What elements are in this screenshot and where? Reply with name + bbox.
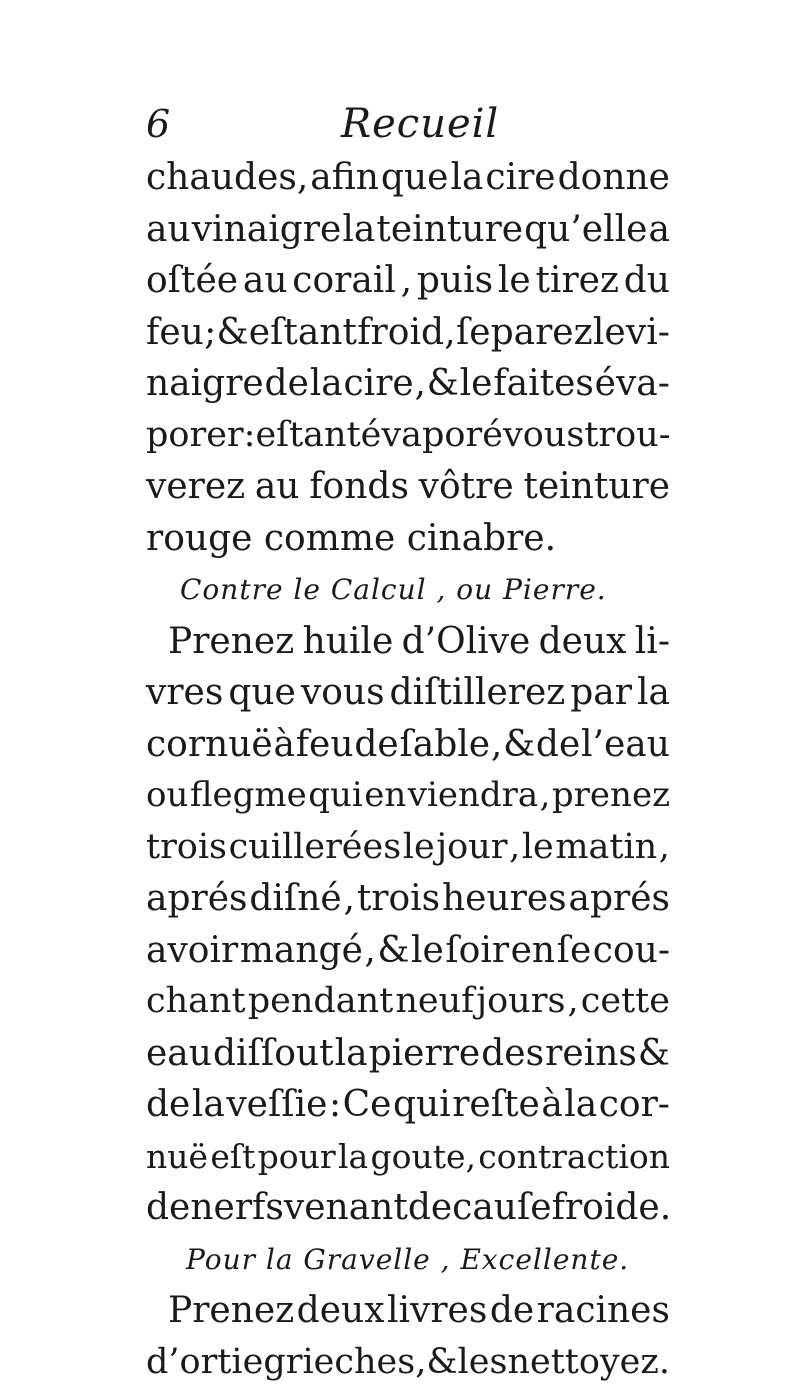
text-line: de la veſſie : Ce qui reſte à la cor- [146, 1079, 670, 1131]
text-line: au vinaigre la teinture qu’elle a [146, 204, 670, 256]
text-line: eau diſſout la pierre des reins & [146, 1028, 670, 1080]
text-line: trois cuillerées le jour , le matin , [146, 822, 670, 874]
text-line: nuë eſt pour la goute, contraction [146, 1131, 670, 1183]
text-line: oſtée au corail , puis le tirez du [146, 255, 670, 307]
text-line: vres que vous diſtillerez par la [146, 667, 670, 719]
text-line: cornuë à feu de ſable , & de l’eau [146, 719, 670, 771]
text-line: d’ortie grieches , & les nettoyez . [146, 1337, 670, 1388]
text-line: porer : eſtant évaporé vous trou- [146, 410, 670, 462]
text-line: ou flegme qui en viendra , prenez [146, 770, 670, 822]
text-line: Prenez deux livres de racines [146, 1285, 670, 1337]
text-line: verez au fonds vôtre teinture [146, 461, 670, 513]
text-line: Prenez huile d’Olive deux li- [146, 616, 670, 668]
text-line: feu ; & eſtant froid , ſeparez le vi- [146, 307, 670, 359]
running-head [146, 96, 666, 152]
text-line: aprés diſné , trois heures aprés [146, 873, 670, 925]
text-line: avoir mangé , & le ſoir en ſe cou- [146, 925, 670, 977]
text-line: chaudes, afin que la cire donne [146, 152, 670, 204]
text-line: chant pendant neuf jours , cette [146, 976, 670, 1028]
text-block [146, 152, 670, 1388]
page-number: 6 [146, 96, 170, 152]
text-line: naigre de la cire , & le faites éva- [146, 358, 670, 410]
section-heading-gravelle: Pour la Gravelle , Excellente. [146, 1234, 670, 1286]
section-heading-calcul: Contre le Calcul , ou Pierre. [146, 564, 670, 616]
text-line: de nerfs venant de cauſe froide. [146, 1182, 670, 1234]
text-line: rouge comme cinabre. [146, 513, 670, 565]
running-title: Recueil [341, 96, 499, 152]
